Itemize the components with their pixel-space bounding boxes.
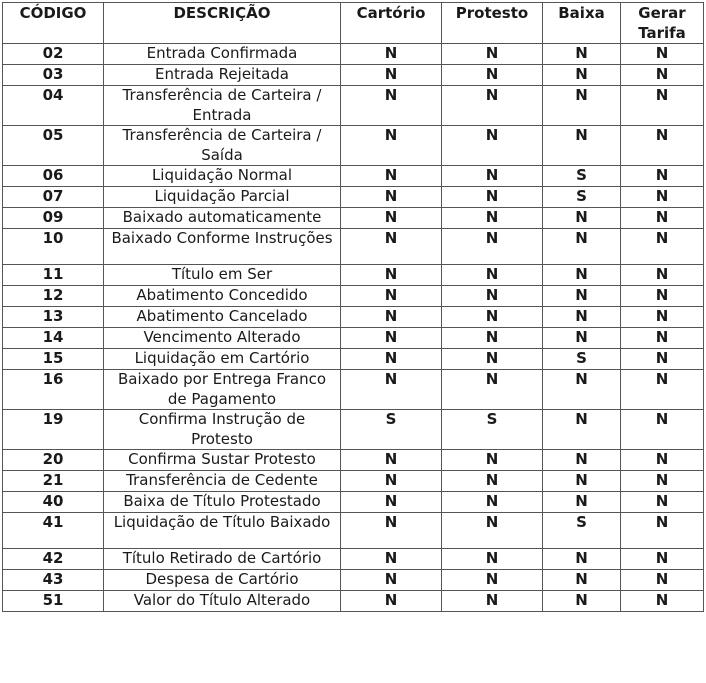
table-row [3, 513, 704, 549]
cell-cartorio: N [341, 570, 442, 591]
table-row [3, 471, 704, 492]
cell-code: 13 [3, 307, 104, 328]
table-body [3, 44, 704, 612]
cell-description: Baixa de Título Protestado [104, 492, 341, 513]
cell-cartorio: S [341, 410, 442, 450]
cell-protesto: N [442, 86, 543, 126]
cell-baixa: N [543, 410, 621, 450]
cell-cartorio: N [341, 126, 442, 166]
cell-description: Entrada Confirmada [104, 44, 341, 65]
cell-protesto: N [442, 229, 543, 265]
cell-baixa: N [543, 471, 621, 492]
table-row [3, 410, 704, 450]
cell-protesto: N [442, 591, 543, 612]
cell-gerar-tarifa: N [621, 513, 704, 549]
table-row [3, 208, 704, 229]
cell-gerar-tarifa: N [621, 349, 704, 370]
cell-protesto: N [442, 286, 543, 307]
cell-baixa: N [543, 86, 621, 126]
cell-description: Liquidação Normal [104, 166, 341, 187]
cell-code: 12 [3, 286, 104, 307]
cell-protesto: N [442, 513, 543, 549]
table-row [3, 450, 704, 471]
table-row [3, 349, 704, 370]
cell-baixa: S [543, 349, 621, 370]
cell-protesto: N [442, 450, 543, 471]
cell-baixa: N [543, 44, 621, 65]
cell-protesto: N [442, 349, 543, 370]
cell-baixa: N [543, 492, 621, 513]
table-row [3, 229, 704, 265]
table-header-row [3, 3, 704, 44]
cell-description: Transferência de Carteira / Saída [104, 126, 341, 166]
cell-code: 20 [3, 450, 104, 471]
table-row [3, 492, 704, 513]
cell-protesto: N [442, 265, 543, 286]
cell-baixa: N [543, 570, 621, 591]
cell-cartorio: N [341, 513, 442, 549]
table-row [3, 591, 704, 612]
cell-protesto: N [442, 44, 543, 65]
cell-gerar-tarifa: N [621, 187, 704, 208]
occurrence-table-container [2, 2, 704, 612]
cell-gerar-tarifa: N [621, 450, 704, 471]
cell-gerar-tarifa: N [621, 370, 704, 410]
cell-gerar-tarifa: N [621, 44, 704, 65]
cell-description: Entrada Rejeitada [104, 65, 341, 86]
cell-cartorio: N [341, 86, 442, 126]
table-row [3, 286, 704, 307]
cell-protesto: N [442, 549, 543, 570]
table-row [3, 65, 704, 86]
cell-cartorio: N [341, 370, 442, 410]
cell-gerar-tarifa: N [621, 208, 704, 229]
cell-cartorio: N [341, 65, 442, 86]
cell-code: 03 [3, 65, 104, 86]
table-row [3, 166, 704, 187]
cell-baixa: N [543, 328, 621, 349]
cell-protesto: N [442, 187, 543, 208]
cell-gerar-tarifa: N [621, 591, 704, 612]
table-row [3, 549, 704, 570]
cell-gerar-tarifa: N [621, 570, 704, 591]
cell-code: 43 [3, 570, 104, 591]
header-descricao: DESCRIÇÃO [104, 3, 341, 44]
header-protesto: Protesto [442, 3, 543, 44]
cell-protesto: N [442, 370, 543, 410]
cell-gerar-tarifa: N [621, 410, 704, 450]
cell-gerar-tarifa: N [621, 229, 704, 265]
cell-code: 15 [3, 349, 104, 370]
table-row [3, 126, 704, 166]
cell-code: 02 [3, 44, 104, 65]
cell-description: Confirma Sustar Protesto [104, 450, 341, 471]
cell-description: Baixado automaticamente [104, 208, 341, 229]
cell-cartorio: N [341, 328, 442, 349]
cell-code: 10 [3, 229, 104, 265]
cell-code: 07 [3, 187, 104, 208]
cell-baixa: N [543, 126, 621, 166]
cell-gerar-tarifa: N [621, 471, 704, 492]
cell-description: Confirma Instrução de Protesto [104, 410, 341, 450]
table-row [3, 370, 704, 410]
cell-description: Vencimento Alterado [104, 328, 341, 349]
header-baixa: Baixa [543, 3, 621, 44]
cell-code: 21 [3, 471, 104, 492]
cell-baixa: N [543, 370, 621, 410]
cell-description: Abatimento Concedido [104, 286, 341, 307]
cell-cartorio: N [341, 166, 442, 187]
cell-code: 41 [3, 513, 104, 549]
header-gerar-tarifa: Gerar Tarifa [621, 3, 704, 44]
table-row [3, 570, 704, 591]
cell-baixa: N [543, 549, 621, 570]
cell-gerar-tarifa: N [621, 86, 704, 126]
cell-code: 19 [3, 410, 104, 450]
cell-cartorio: N [341, 349, 442, 370]
cell-code: 40 [3, 492, 104, 513]
cell-description: Liquidação Parcial [104, 187, 341, 208]
cell-baixa: N [543, 286, 621, 307]
cell-protesto: N [442, 166, 543, 187]
cell-description: Transferência de Cedente [104, 471, 341, 492]
cell-description: Liquidação de Título Baixado [104, 513, 341, 549]
header-codigo: CÓDIGO [3, 3, 104, 44]
cell-protesto: N [442, 492, 543, 513]
cell-cartorio: N [341, 187, 442, 208]
cell-code: 05 [3, 126, 104, 166]
cell-baixa: N [543, 208, 621, 229]
cell-code: 51 [3, 591, 104, 612]
table-row [3, 328, 704, 349]
cell-code: 04 [3, 86, 104, 126]
cell-code: 06 [3, 166, 104, 187]
cell-cartorio: N [341, 307, 442, 328]
cell-protesto: S [442, 410, 543, 450]
cell-baixa: N [543, 591, 621, 612]
cell-code: 14 [3, 328, 104, 349]
cell-description: Despesa de Cartório [104, 570, 341, 591]
cell-description: Título Retirado de Cartório [104, 549, 341, 570]
cell-protesto: N [442, 126, 543, 166]
cell-baixa: N [543, 450, 621, 471]
cell-baixa: S [543, 187, 621, 208]
cell-description: Transferência de Carteira / Entrada [104, 86, 341, 126]
cell-baixa: S [543, 166, 621, 187]
cell-protesto: N [442, 65, 543, 86]
cell-baixa: S [543, 513, 621, 549]
header-cartorio: Cartório [341, 3, 442, 44]
cell-gerar-tarifa: N [621, 265, 704, 286]
cell-protesto: N [442, 307, 543, 328]
table-row [3, 307, 704, 328]
occurrence-codes-table [2, 2, 704, 612]
cell-description: Baixado por Entrega Franco de Pagamento [104, 370, 341, 410]
cell-gerar-tarifa: N [621, 166, 704, 187]
cell-baixa: N [543, 65, 621, 86]
cell-baixa: N [543, 307, 621, 328]
cell-description: Liquidação em Cartório [104, 349, 341, 370]
cell-cartorio: N [341, 44, 442, 65]
cell-baixa: N [543, 229, 621, 265]
cell-description: Abatimento Cancelado [104, 307, 341, 328]
table-row [3, 187, 704, 208]
cell-cartorio: N [341, 471, 442, 492]
cell-protesto: N [442, 471, 543, 492]
cell-cartorio: N [341, 591, 442, 612]
cell-description: Baixado Conforme Instruções [104, 229, 341, 265]
table-row [3, 44, 704, 65]
cell-cartorio: N [341, 450, 442, 471]
cell-gerar-tarifa: N [621, 328, 704, 349]
cell-baixa: N [543, 265, 621, 286]
cell-protesto: N [442, 208, 543, 229]
cell-cartorio: N [341, 265, 442, 286]
cell-gerar-tarifa: N [621, 549, 704, 570]
cell-description: Valor do Título Alterado [104, 591, 341, 612]
cell-cartorio: N [341, 549, 442, 570]
cell-code: 11 [3, 265, 104, 286]
cell-cartorio: N [341, 492, 442, 513]
cell-cartorio: N [341, 208, 442, 229]
cell-code: 16 [3, 370, 104, 410]
table-row [3, 265, 704, 286]
cell-gerar-tarifa: N [621, 307, 704, 328]
cell-code: 09 [3, 208, 104, 229]
cell-protesto: N [442, 328, 543, 349]
cell-gerar-tarifa: N [621, 286, 704, 307]
cell-cartorio: N [341, 229, 442, 265]
table-row [3, 86, 704, 126]
cell-gerar-tarifa: N [621, 65, 704, 86]
cell-cartorio: N [341, 286, 442, 307]
cell-description: Título em Ser [104, 265, 341, 286]
cell-code: 42 [3, 549, 104, 570]
cell-gerar-tarifa: N [621, 492, 704, 513]
cell-protesto: N [442, 570, 543, 591]
cell-gerar-tarifa: N [621, 126, 704, 166]
